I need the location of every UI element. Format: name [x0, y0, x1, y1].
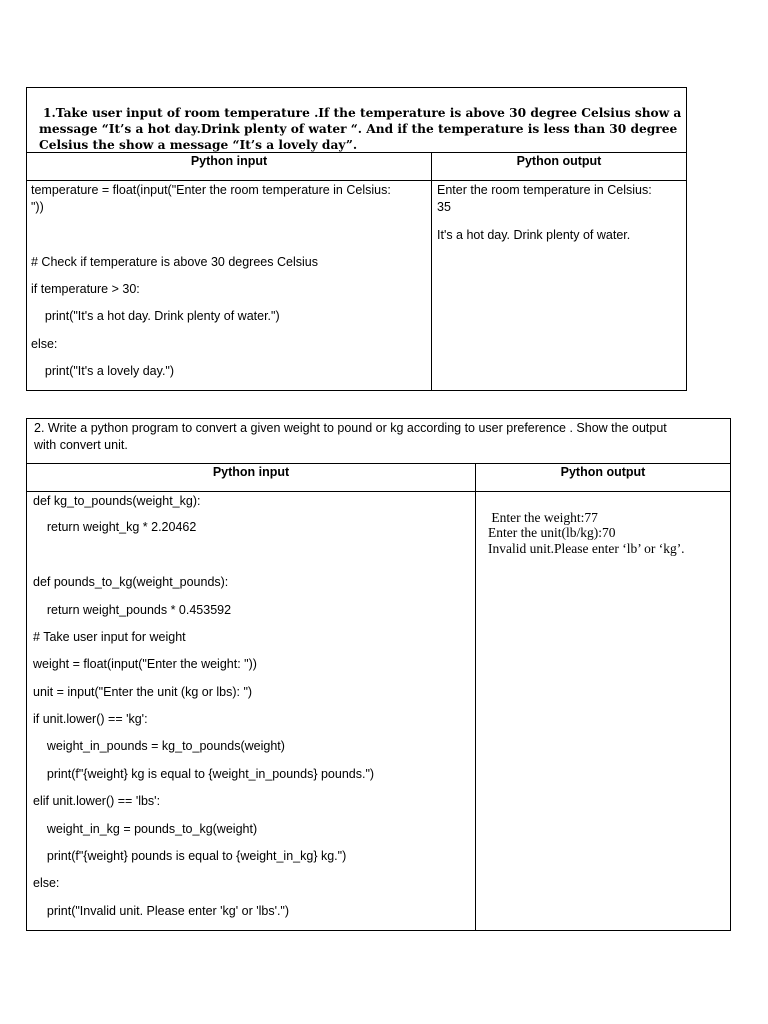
code-line: temperature = float(input("Enter the room temperature in Celsius:	[31, 183, 391, 197]
question-1-prompt	[39, 105, 682, 153]
question-1-prompt-line: Celsius the show a message “It’s a lovely day”.	[39, 138, 358, 152]
code-line: weight_in_pounds = kg_to_pounds(weight)	[33, 739, 285, 753]
question-2-prompt-line: 2. Write a python program to convert a given weight to pound or kg according to user preference . Show the output	[34, 421, 667, 435]
code-line: # Take user input for weight	[33, 630, 186, 644]
output-line: Invalid unit.Please enter ‘lb’ or ‘kg’.	[488, 541, 685, 556]
question-2-prompt-line: with convert unit.	[34, 438, 128, 452]
code-line: weight = float(input("Enter the weight: "))	[33, 657, 257, 671]
code-line: def kg_to_pounds(weight_kg):	[33, 494, 201, 508]
code-line: print(f"{weight} kg is equal to {weight_in_pounds} pounds.")	[33, 767, 375, 781]
code-line: else:	[31, 337, 58, 351]
python-output-header: Python output	[516, 154, 602, 168]
python-input-header: Python input	[190, 154, 268, 168]
code-line: return weight_kg * 2.20462	[33, 520, 197, 534]
code-line: if temperature > 30:	[31, 282, 140, 296]
python-input-header: Python input	[212, 465, 290, 479]
output-line: Enter the unit(lb/kg):70	[488, 525, 616, 540]
output-line: 35	[437, 200, 451, 214]
code-line: if unit.lower() == 'kg':	[33, 712, 148, 726]
column-divider	[431, 152, 432, 390]
code-line: print("It's a hot day. Drink plenty of water.")	[31, 309, 280, 323]
table-divider	[27, 180, 686, 181]
python-output-header: Python output	[560, 465, 646, 479]
output-line: It's a hot day. Drink plenty of water.	[437, 228, 631, 242]
code-line: elif unit.lower() == 'lbs':	[33, 794, 161, 808]
code-line: print("It's a lovely day.")	[31, 364, 175, 378]
question-1-prompt-line: message “It’s a hot day.Drink plenty of water “. And if the temperature is less than 30 degree	[39, 122, 678, 136]
code-line: unit = input("Enter the unit (kg or lbs): ")	[33, 685, 253, 699]
code-line: def pounds_to_kg(weight_pounds):	[33, 575, 229, 589]
output-line: Enter the room temperature in Celsius:	[437, 183, 652, 197]
output-line: Enter the weight:77	[488, 510, 598, 525]
code-line: print(f"{weight} pounds is equal to {weight_in_kg} kg.")	[33, 849, 347, 863]
code-line: "))	[31, 200, 44, 214]
code-line: else:	[33, 876, 60, 890]
question-2-prompt	[34, 420, 724, 454]
code-line: # Check if temperature is above 30 degrees Celsius	[31, 255, 318, 269]
question-1-prompt-line: 1.Take user input of room temperature .If the temperature is above 30 degree Celsius show a	[43, 106, 682, 120]
code-line: return weight_pounds * 0.453592	[33, 603, 232, 617]
question-2-table	[26, 418, 731, 931]
code-line: weight_in_kg = pounds_to_kg(weight)	[33, 822, 258, 836]
column-divider	[475, 463, 476, 930]
table-divider	[27, 491, 730, 492]
code-line: print("Invalid unit. Please enter 'kg' or 'lbs'.")	[33, 904, 290, 918]
question-1-table	[26, 87, 687, 391]
